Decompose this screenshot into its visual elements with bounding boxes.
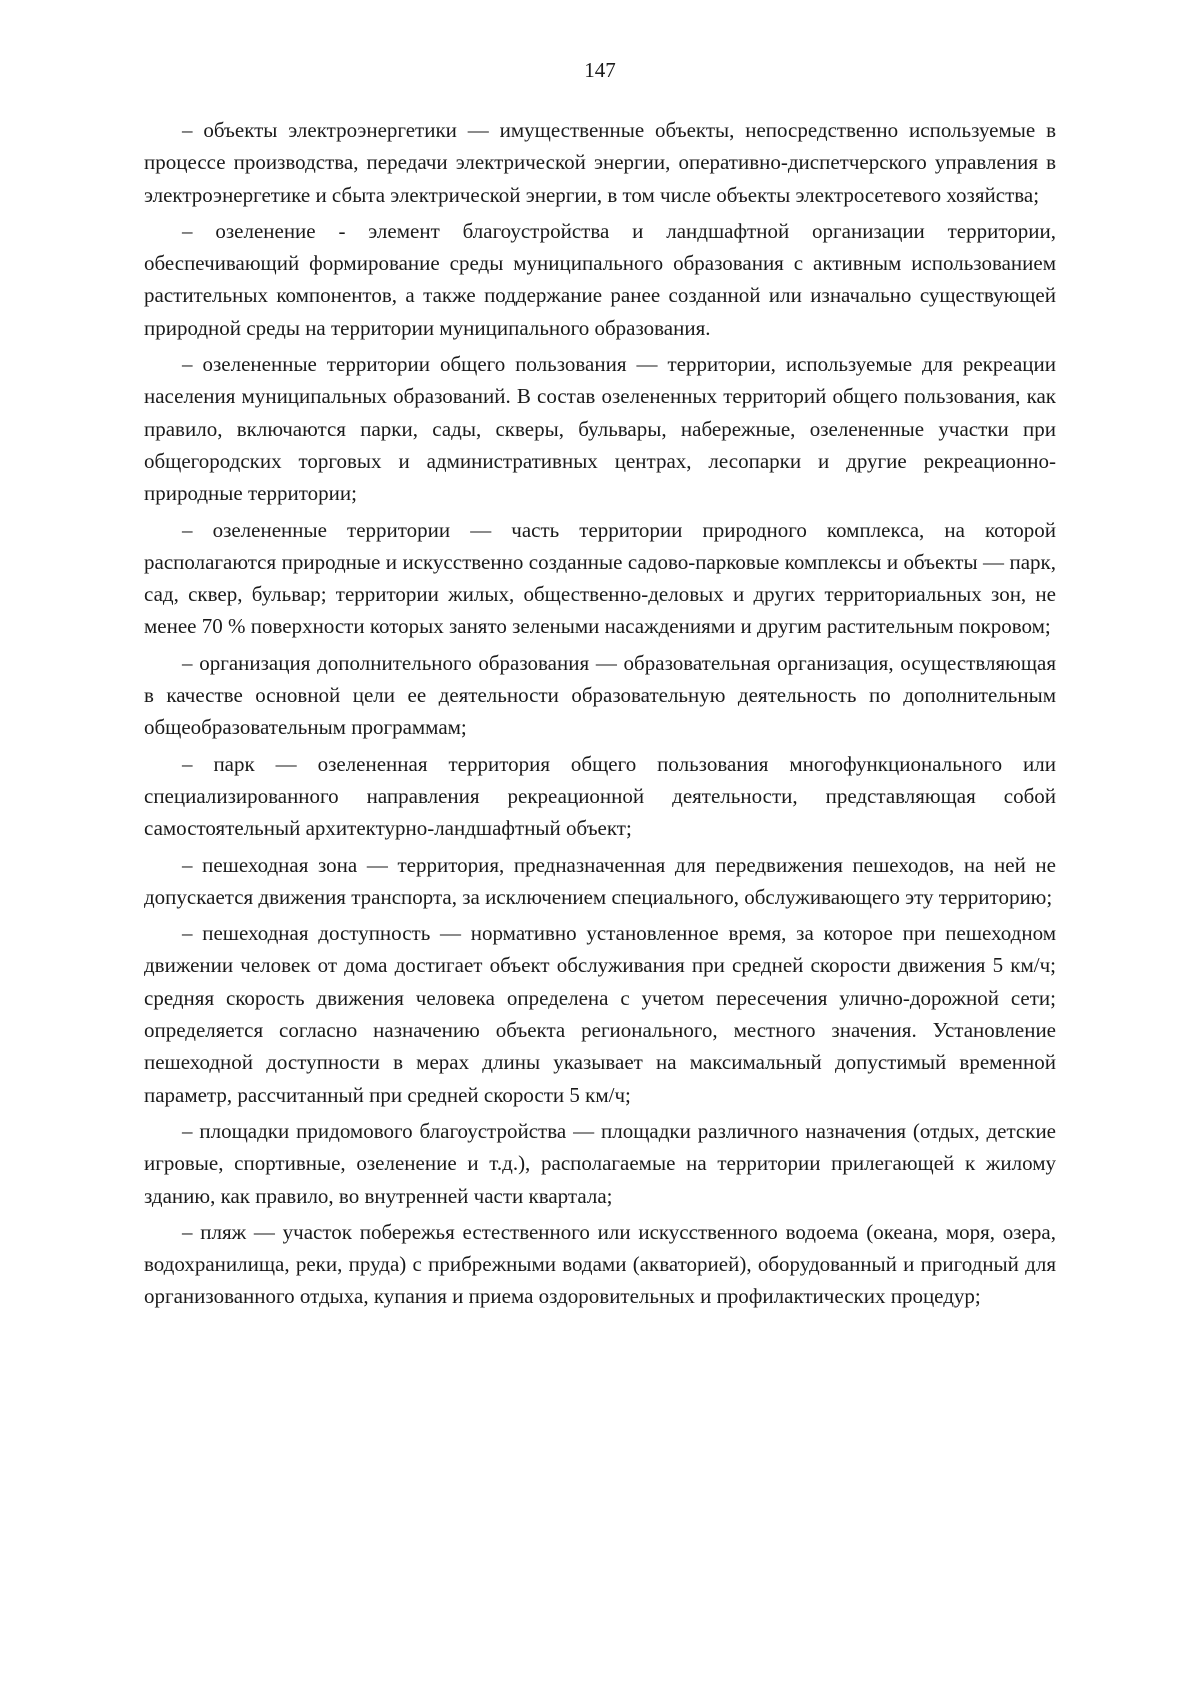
definition-paragraph: – объекты электроэнергетики — имущественные объекты, непосредственно используемые в процессе производства, передачи электрической энергии, оперативно-диспетчерского управления в электроэнергетике и сбыта электрической энергии, в том числе объекты электросетевого хозяйства; — [144, 118, 1056, 207]
definition-paragraph: – пешеходная доступность — нормативно установленное время, за которое при пешеходном движении человек от дома достигает объект обслуживания при средней скорости движения 5 км/ч; средняя скорость движения человека определена с учетом пересечения улично-дорожной сети; определяется согласно назначению объекта регионального, местного значения. Установление пешеходной доступности в мерах длины указывает на максимальный допустимый временной параметр, рассчитанный при средней скорости 5 км/ч; — [144, 921, 1056, 1107]
page-number: 147 — [584, 58, 616, 82]
definition-paragraph: – пляж — участок побережья естественного или искусственного водоема (океана, моря, озера, водохранилища, реки, пруда) с прибрежными водами (акваторией), оборудованный и пригодный для организованного отдыха, купания и приема оздоровительных и профилактических процедур; — [144, 1219, 1056, 1309]
document-body — [144, 114, 1056, 1317]
definition-paragraph: – парк — озелененная территория общего пользования многофункционального или специализированного направления рекреационной деятельности, представляющая собой самостоятельный архитектурно-ландшафтный объект; — [144, 751, 1056, 841]
definition-paragraph: – озеленение - элемент благоустройства и ландшафтной организации территории, обеспечивающий формирование среды муниципального образования с активным использованием растительных компонентов, а также поддержание ранее созданной или изначально существующей природной среды на территории муниципального образования. — [144, 218, 1056, 340]
definition-paragraph: – пешеходная зона — территория, предназначенная для передвижения пешеходов, на ней не допускается движения транспорта, за исключением специального, обслуживающего эту территорию; — [144, 852, 1056, 909]
definition-paragraph: – организация дополнительного образования — образовательная организация, осуществляющая в качестве основной цели ее деятельности образовательную деятельность по дополнительным общеобразовательным программам; — [144, 650, 1056, 740]
definition-paragraph: – озелененные территории — часть территории природного комплекса, на которой располагаются природные и искусственно созданные садово-парковые комплексы и объекты — парк, сад, сквер, бульвар; территории жилых, общественно-деловых и других территориальных зон, не менее 70 % поверхности которых занято зелеными насаждениями и другим растительным покровом; — [144, 517, 1056, 639]
definition-paragraph: – площадки придомового благоустройства — площадки различного назначения (отдых, детские игровые, спортивные, озеленение и т.д.), располагаемые на территории прилегающей к жилому зданию, как правило, во внутренней части квартала; — [144, 1118, 1056, 1208]
definition-paragraph: – озелененные территории общего пользования — территории, используемые для рекреации населения муниципальных образований. В состав озелененных территорий общего пользования, как правило, включаются парки, сады, скверы, бульвары, набережные, озелененные участки при общегородских торговых и административных центрах, лесопарки и другие рекреационно-природные территории; — [144, 352, 1056, 506]
